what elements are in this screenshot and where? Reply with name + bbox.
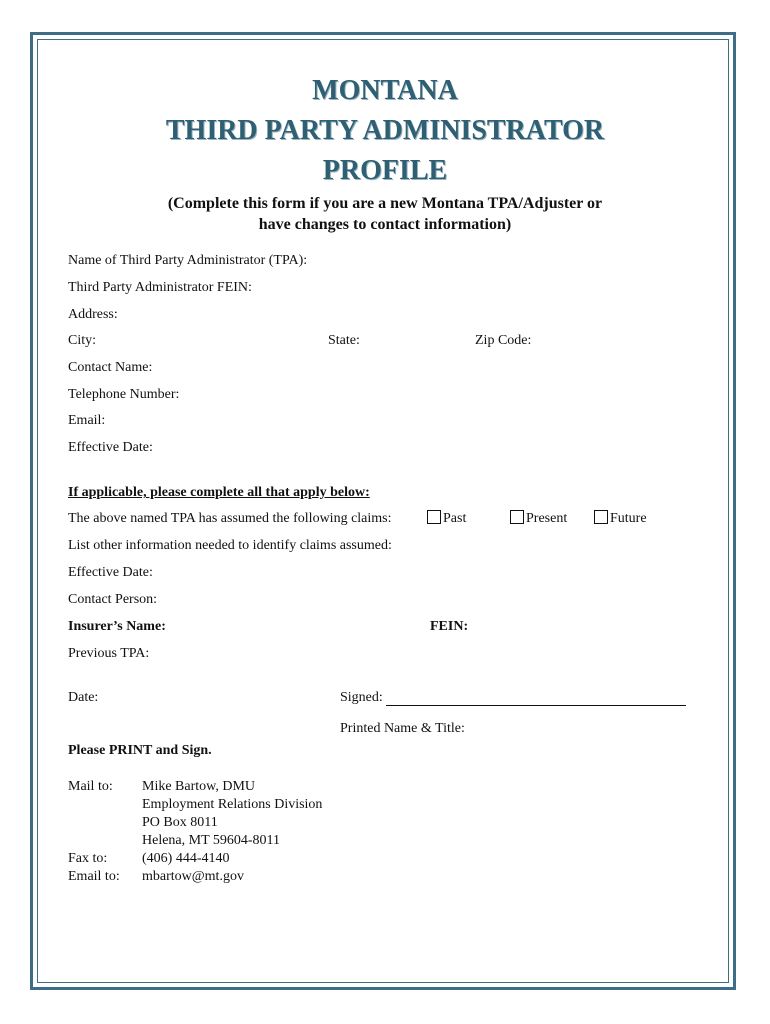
email-to-label: Email to: bbox=[68, 869, 120, 884]
address-label: Address: bbox=[68, 307, 118, 322]
applicable-heading: If applicable, please complete all that apply below: bbox=[68, 485, 370, 500]
claims-label: The above named TPA has assumed the following claims: bbox=[68, 511, 392, 526]
date-label: Date: bbox=[68, 690, 99, 705]
insurer-fein-label: FEIN: bbox=[430, 619, 469, 634]
title-line-2: THIRD PARTY ADMINISTRATOR bbox=[165, 115, 605, 146]
fax-number: (406) 444-4140 bbox=[142, 851, 230, 866]
claims-effective-date-label: Effective Date: bbox=[68, 565, 153, 580]
title-line-3: PROFILE bbox=[322, 155, 448, 186]
insurer-name-label: Insurer’s Name: bbox=[68, 619, 166, 634]
effective-date-label: Effective Date: bbox=[68, 440, 153, 455]
contact-name-label: Contact Name: bbox=[68, 360, 153, 375]
telephone-label: Telephone Number: bbox=[68, 387, 180, 402]
present-label: Present bbox=[526, 511, 568, 526]
mail-address-line-1: Mike Bartow, DMU bbox=[142, 779, 256, 794]
city-label: City: bbox=[68, 333, 97, 348]
past-checkbox[interactable] bbox=[427, 510, 441, 524]
present-checkbox[interactable] bbox=[510, 510, 524, 524]
contact-person-label: Contact Person: bbox=[68, 592, 158, 607]
future-option[interactable] bbox=[594, 510, 647, 528]
tpa-fein-label: Third Party Administrator FEIN: bbox=[68, 280, 252, 295]
title-line-1: MONTANA bbox=[312, 75, 458, 106]
email-address[interactable]: mbartow@mt.gov bbox=[142, 869, 244, 884]
zip-code-label: Zip Code: bbox=[475, 333, 532, 348]
past-label: Past bbox=[443, 511, 467, 526]
previous-tpa-label: Previous TPA: bbox=[68, 646, 150, 661]
future-label: Future bbox=[610, 511, 647, 526]
email-label: Email: bbox=[68, 413, 106, 428]
subtitle-line-1: (Complete this form if you are a new Montana TPA/Adjuster or bbox=[167, 195, 603, 212]
mail-address-line-4: Helena, MT 59604-8011 bbox=[142, 833, 281, 848]
mail-address-line-2: Employment Relations Division bbox=[142, 797, 323, 812]
fax-to-label: Fax to: bbox=[68, 851, 108, 866]
past-option[interactable] bbox=[427, 510, 466, 528]
printed-name-label: Printed Name & Title: bbox=[340, 721, 465, 736]
present-option[interactable] bbox=[510, 510, 567, 528]
mail-to-label: Mail to: bbox=[68, 779, 113, 794]
state-label: State: bbox=[328, 333, 360, 348]
other-info-label: List other information needed to identify claims assumed: bbox=[68, 538, 392, 553]
signed-label: Signed: bbox=[340, 690, 383, 705]
signature-line[interactable] bbox=[386, 705, 686, 706]
future-checkbox[interactable] bbox=[594, 510, 608, 524]
tpa-name-label: Name of Third Party Administrator (TPA): bbox=[68, 253, 308, 268]
mail-address-line-3: PO Box 8011 bbox=[142, 815, 218, 830]
subtitle-line-2: have changes to contact information) bbox=[258, 216, 512, 233]
print-sign-instruction: Please PRINT and Sign. bbox=[68, 743, 212, 758]
subtitle bbox=[0, 193, 770, 235]
